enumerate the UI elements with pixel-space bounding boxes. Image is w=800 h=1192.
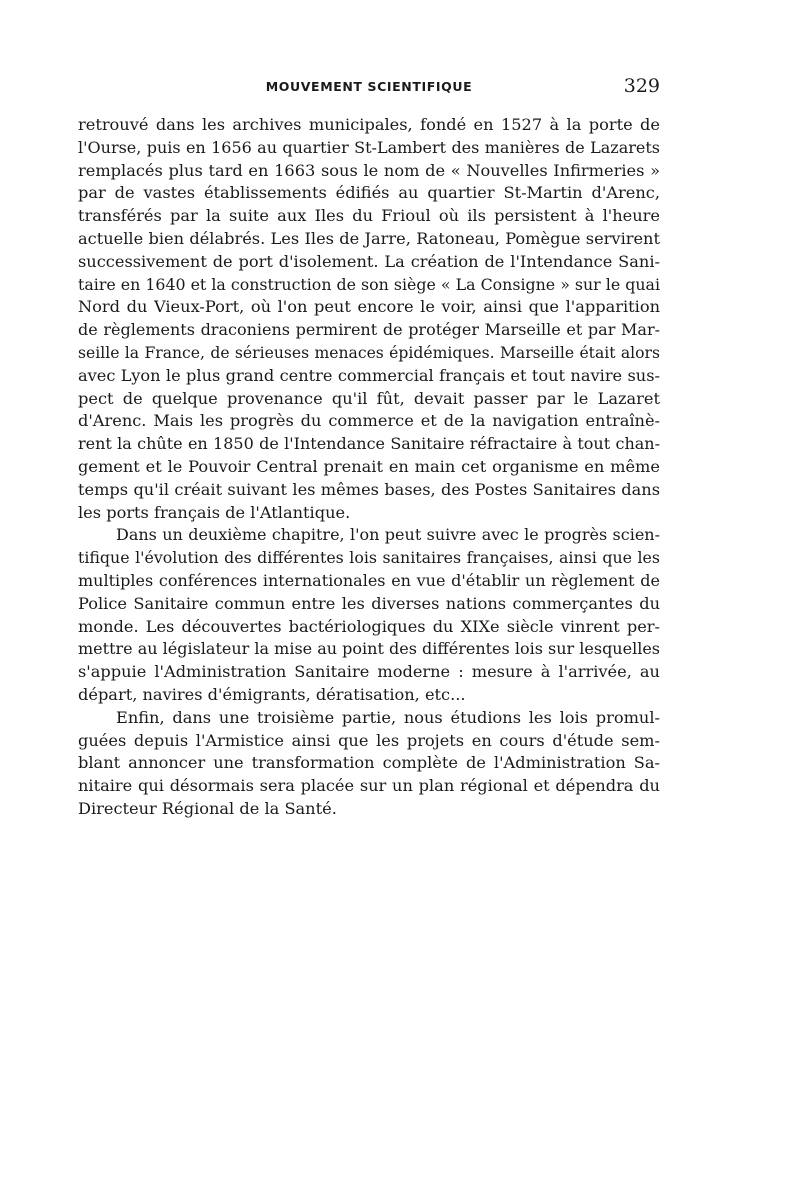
- text-line: nitaire qui désormais sera placée sur un plan régional et dépendra du: [78, 776, 660, 796]
- text-line: par de vastes établissements édifiés au quartier St-Martin d'Arenc,: [78, 183, 660, 203]
- text-line: de règlements draconiens permirent de protéger Marseille et par Mar-: [78, 320, 660, 340]
- text-line: gement et le Pouvoir Central prenait en main cet organisme en même: [78, 456, 660, 476]
- text-line: Nord du Vieux-Port, où l'on peut encore le voir, ainsi que l'apparition: [78, 297, 660, 317]
- page-number: 329: [623, 75, 660, 97]
- text-line: mettre au législateur la mise au point des différentes lois sur lesquelles: [78, 639, 660, 659]
- text-line: successivement de port d'isolement. La création de l'Intendance Sani-: [78, 251, 660, 271]
- text-line: seille la France, de sérieuses menaces épidémiques. Marseille était alors: [78, 343, 660, 362]
- body-text: [78, 114, 660, 821]
- running-title: MOUVEMENT SCIENTIFIQUE: [265, 79, 473, 94]
- text-line: départ, navires d'émigrants, dératisation, etc...: [78, 684, 466, 704]
- text-line: guées depuis l'Armistice ainsi que les projets en cours d'étude sem-: [78, 730, 660, 750]
- text-line: les ports français de l'Atlantique.: [78, 502, 351, 522]
- text-line: Directeur Régional de la Santé.: [78, 798, 337, 818]
- text-line: temps qu'il créait suivant les mêmes bases, des Postes Sanitaires dans: [78, 479, 660, 499]
- text-line: actuelle bien délabrés. Les Iles de Jarre, Ratoneau, Pomègue servirent: [78, 228, 660, 248]
- text-line: Dans un deuxième chapitre, l'on peut suivre avec le progrès scien-: [116, 525, 660, 545]
- text-line: Enfin, dans une troisième partie, nous étudions les lois promul-: [116, 707, 660, 727]
- running-head: [78, 77, 660, 97]
- text-line: tifique l'évolution des différentes lois sanitaires françaises, ainsi que les: [78, 548, 660, 568]
- text-line: rent la chûte en 1850 de l'Intendance Sanitaire réfractaire à tout chan-: [78, 434, 660, 454]
- text-line: l'Ourse, puis en 1656 au quartier St-Lambert des manières de Lazarets: [78, 137, 660, 157]
- text-line: Police Sanitaire commun entre les diverses nations commerçantes du: [78, 593, 660, 613]
- text-line: s'appuie l'Administration Sanitaire moderne : mesure à l'arrivée, au: [78, 662, 660, 682]
- text-line: avec Lyon le plus grand centre commercial français et tout navire sus-: [78, 365, 660, 385]
- text-line: retrouvé dans les archives municipales, fondé en 1527 à la porte de: [78, 115, 660, 134]
- text-line: d'Arenc. Mais les progrès du commerce et de la navigation entraînè-: [78, 411, 660, 431]
- text-line: transférés par la suite aux Iles du Frioul où ils persistent à l'heure: [78, 206, 660, 226]
- text-line: blant annoncer une transformation complète de l'Administration Sa-: [78, 753, 660, 773]
- text-line: multiples conférences internationales en vue d'établir un règlement de: [78, 570, 660, 590]
- text-line: remplacés plus tard en 1663 sous le nom de « Nouvelles Infirmeries »: [78, 160, 660, 180]
- text-line: pect de quelque provenance qu'il fût, devait passer par le Lazaret: [78, 388, 660, 408]
- text-line: monde. Les découvertes bactériologiques du XIXe siècle vinrent per-: [78, 616, 660, 636]
- text-line: taire en 1640 et la construction de son siège « La Consigne » sur le quai: [78, 274, 660, 294]
